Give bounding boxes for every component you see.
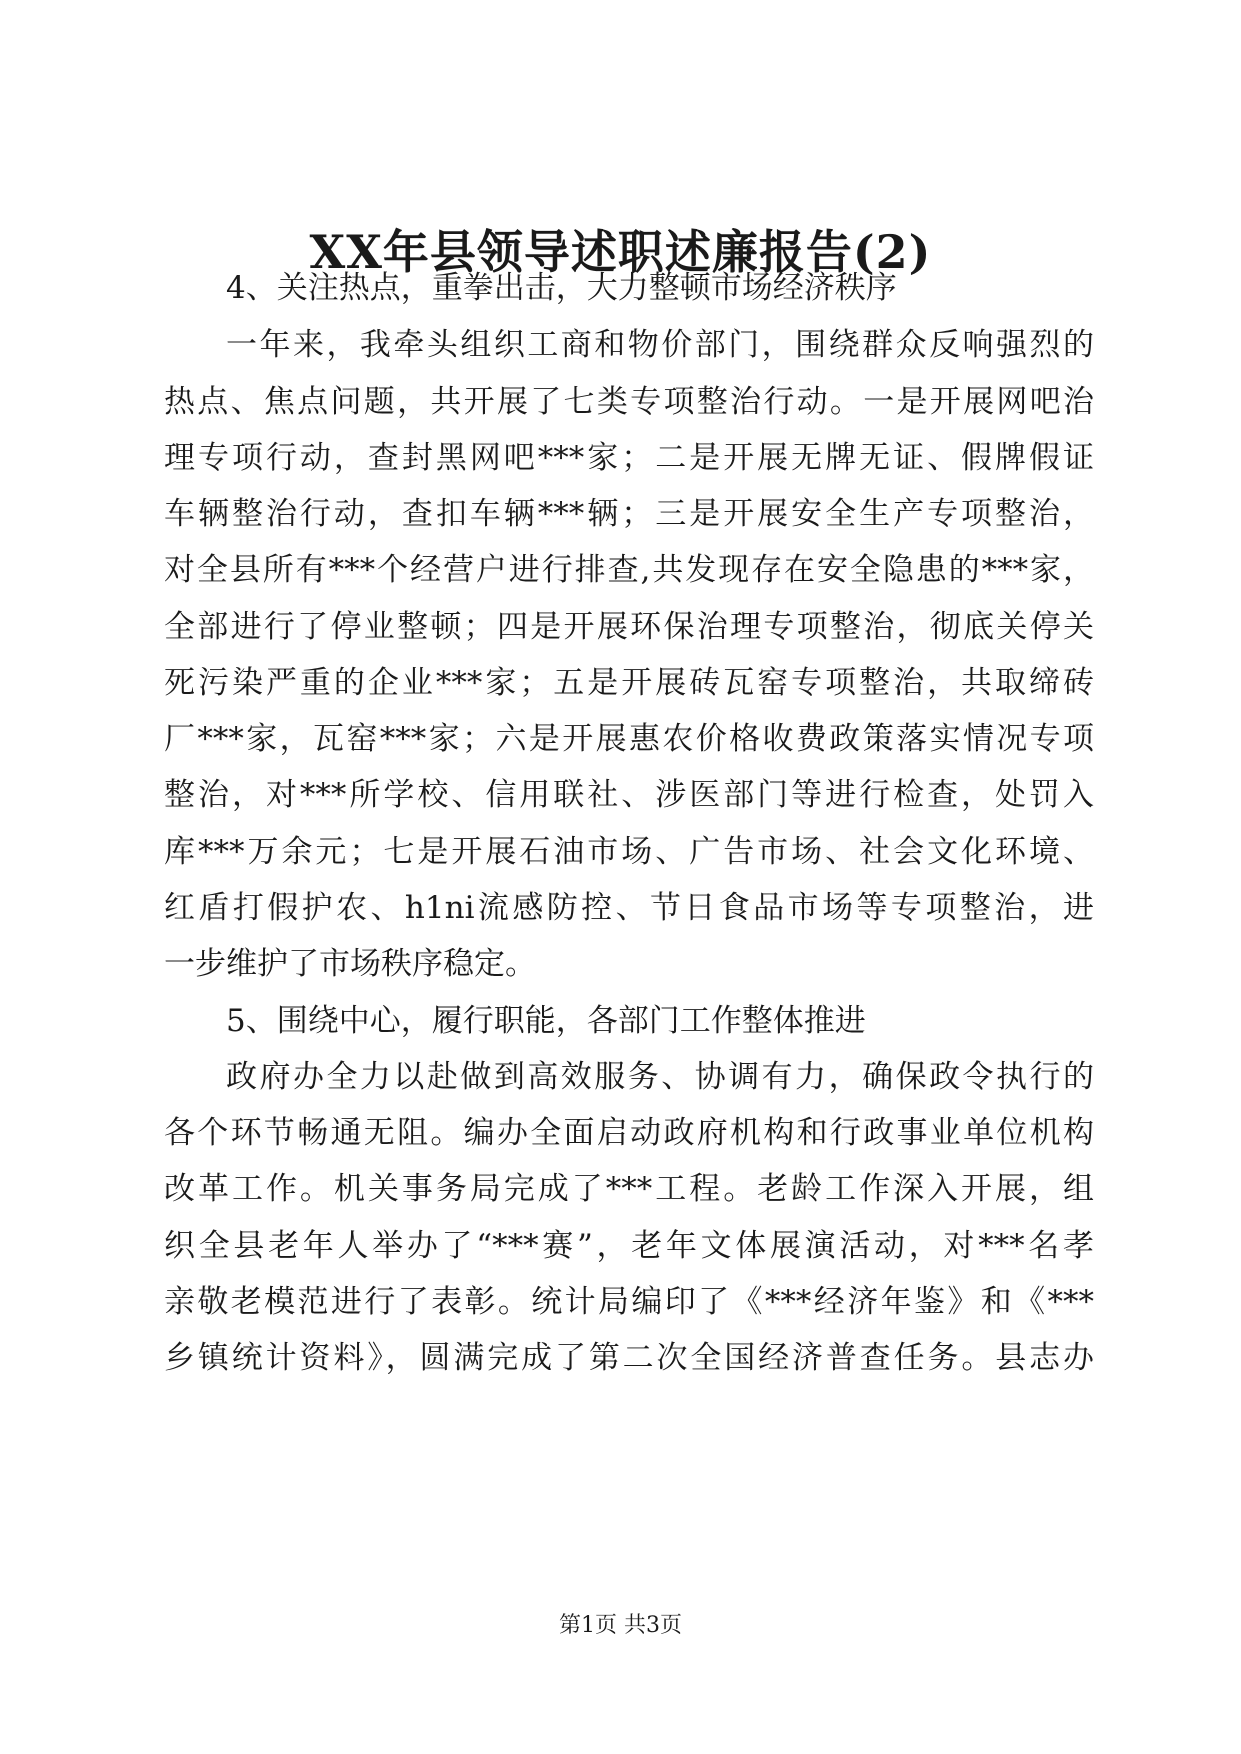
paragraph-line: 死污染严重的企业***家；五是开展砖瓦窑专项整治，共取缔砖 bbox=[164, 665, 1094, 701]
paragraph-line: 厂***家，瓦窑***家；六是开展惠农价格收费政策落实情况专项 bbox=[164, 721, 1094, 757]
paragraph-line: 一年来，我牵头组织工商和物价部门，围绕群众反响强烈的 bbox=[226, 327, 1094, 363]
document-title: XX年县领导述职述廉报告(2) bbox=[309, 225, 932, 279]
paragraph-line: 织全县老年人举办了“***赛”，老年文体展演活动，对***名孝 bbox=[164, 1228, 1094, 1264]
paragraph-line: 亲敬老模范进行了表彰。统计局编印了《***经济年鉴》和《*** bbox=[164, 1284, 1094, 1320]
paragraph-line: 全部进行了停业整顿；四是开展环保治理专项整治，彻底关停关 bbox=[164, 609, 1094, 645]
paragraph-line: 乡镇统计资料》，圆满完成了第二次全国经济普查任务。县志办 bbox=[164, 1340, 1094, 1376]
paragraph-line: 对全县所有***个经营户进行排查,共发现存在安全隐患的***家， bbox=[164, 552, 1094, 588]
paragraph-line: 车辆整治行动，查扣车辆***辆；三是开展安全生产专项整治， bbox=[164, 496, 1094, 532]
paragraph-line: 各个环节畅通无阻。编办全面启动政府机构和行政事业单位机构 bbox=[164, 1115, 1094, 1151]
paragraph-line: 库***万余元；七是开展石油市场、广告市场、社会文化环境、 bbox=[164, 834, 1094, 870]
paragraph-line: 热点、焦点问题，共开展了七类专项整治行动。一是开展网吧治 bbox=[164, 384, 1094, 420]
paragraph-line: 一步维护了市场秩序稳定。 bbox=[164, 946, 536, 982]
paragraph-line: 改革工作。机关事务局完成了***工程。老龄工作深入开展，组 bbox=[164, 1171, 1094, 1207]
paragraph-line: 整治，对***所学校、信用联社、涉医部门等进行检查，处罚入 bbox=[164, 777, 1094, 813]
paragraph-line: 红盾打假护农、h1ni流感防控、节日食品市场等专项整治，进 bbox=[164, 890, 1094, 926]
paragraph-line: 政府办全力以赴做到高效服务、协调有力，确保政令执行的 bbox=[226, 1059, 1094, 1095]
section-heading-4: 4、关注热点，重拳出击，大力整顿市场经济秩序 bbox=[226, 270, 897, 306]
section-heading-5: 5、围绕中心，履行职能，各部门工作整体推进 bbox=[226, 1003, 866, 1039]
page-number-footer: 第1页 共3页 bbox=[559, 1613, 682, 1638]
paragraph-line: 理专项行动，查封黑网吧***家；二是开展无牌无证、假牌假证 bbox=[164, 440, 1094, 476]
